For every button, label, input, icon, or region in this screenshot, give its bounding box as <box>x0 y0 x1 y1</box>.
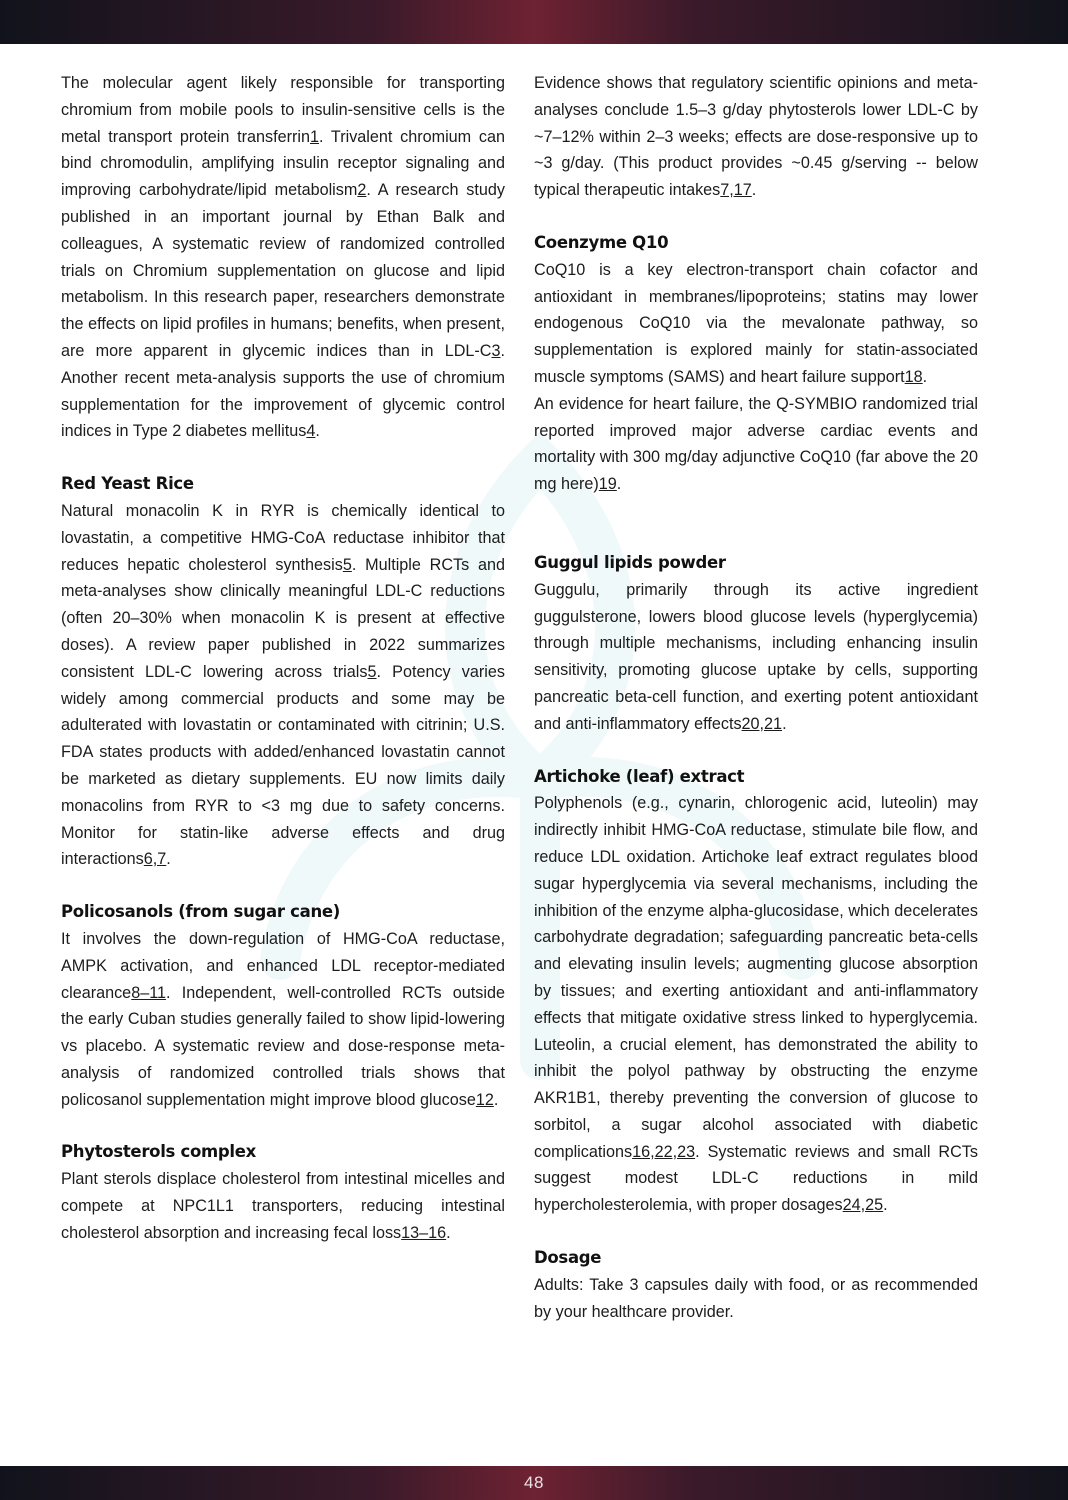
section-title-dosage: Dosage <box>534 1248 602 1268</box>
footer-banner <box>0 1466 1068 1500</box>
coq10-paragraph-1: CoQ10 is a key electron-transport chain cofactor and antioxidant in membranes/lipoproteins; statins may lower endogenous CoQ10 via the mevalonate pathway, so supplementation is explored mainly for statin-associated muscle symptoms (SAMS) and heart failure support18. <box>534 260 978 386</box>
citation-link[interactable]: 6,7 <box>143 850 167 869</box>
citation-link[interactable]: 20,21 <box>741 714 783 733</box>
phytosterols-continued-paragraph: Evidence shows that regulatory scientific opinions and meta-analyses conclude 1.5–3 g/day phytosterols lower LDL-C by ~7–12% within 2–3 weeks; effects are dose-responsive up to ~3 g/day. (This product provides ~0.45 g/serving -- below typical therapeutic intakes7,17. <box>534 74 978 200</box>
citation-link[interactable]: 16,22,23 <box>632 1142 696 1161</box>
dosage-paragraph: Adults: Take 3 capsules daily with food, or as recommended by your healthcare provider. <box>534 1275 978 1321</box>
section-title-red-yeast-rice: Red Yeast Rice <box>61 474 194 494</box>
citation-link[interactable]: 8–11 <box>131 983 167 1002</box>
coq10-paragraph-2: An evidence for heart failure, the Q-SYMBIO randomized trial reported improved major adverse cardiac events and mortality with 300 mg/day adjunctive CoQ10 (far above the 20 mg here)19. <box>534 394 978 494</box>
section-title-guggul: Guggul lipids powder <box>534 552 726 572</box>
citation-link[interactable]: 24,25 <box>842 1196 884 1215</box>
citation-link[interactable]: 7,17 <box>720 181 752 200</box>
section-title-policosanols: Policosanols (from sugar cane) <box>61 902 341 922</box>
citation-link[interactable]: 12 <box>475 1090 494 1109</box>
citation-link[interactable]: 5 <box>367 662 377 681</box>
citation-link[interactable]: 4 <box>306 422 316 441</box>
citation-link[interactable]: 3 <box>491 341 501 360</box>
chromium-paragraph: The molecular agent likely responsible for transporting chromium from mobile pools to insulin-sensitive cells is the metal transport protein transferrin1. Trivalent chromium can bind chromodulin, amplifying insulin receptor signaling and improving carbohydrate/lipid metabolism2. A research study published in an important journal by Ethan Balk and colleagues, A systematic review of randomized controlled trials on Chromium supplementation on glucose and lipid metabolism. In this research paper, researchers demonstrate the effects on lipid profiles in humans; benefits, when present, are more apparent in glycemic indices than in LDL-C3. Another recent meta-analysis supports the use of chromium supplementation for the improvement of glycemic control indices in Type 2 diabetes mellitus4. <box>61 74 505 441</box>
red-yeast-rice-paragraph: Natural monacolin K in RYR is chemically identical to lovastatin, a competitive HMG-CoA reductase inhibitor that reduces hepatic cholesterol synthesis5. Multiple RCTs and meta-analyses show clinically meaningful LDL-C reductions (often 20–30% when monacolin K is present at effective doses). A review paper published in 2022 summarizes consistent LDL-C lowering across trials5. Potency varies widely among commercial products and some may be adulterated with lovastatin or contaminated with citrinin; U.S. FDA states products with added/enhanced lovastatin cannot be marketed as dietary supplements. EU now limits daily monacolins from RYR to <3 mg due to safety concerns. Monitor for statin-like adverse effects and drug interactions6,7. <box>61 501 505 869</box>
left-column <box>61 70 505 1247</box>
citation-link[interactable]: 13–16 <box>401 1223 447 1242</box>
citation-link[interactable]: 18 <box>904 367 923 386</box>
phytosterols-paragraph: Plant sterols displace cholesterol from intestinal micelles and compete at NPC1L1 transporters, reducing intestinal cholesterol absorption and increasing fecal loss13–16. <box>61 1170 505 1242</box>
page-number: 48 <box>524 1473 544 1492</box>
artichoke-paragraph: Polyphenols (e.g., cynarin, chlorogenic acid, luteolin) may indirectly inhibit HMG-CoA reductase, stimulate bile flow, and reduce LDL oxidation. Artichoke leaf extract regulates blood sugar hyperglycemia via several mechanisms, including the inhibition of the enzyme alpha-glucosidase, which decelerates carbohydrate degradation; safeguarding pancreatic beta-cells and elevating insulin levels; augmenting glucose absorption by tissues; and exerting antioxidant and anti-inflammatory effects that mitigate oxidative stress linked to hyperglycemia. Luteolin, a crucial element, has demonstrated the ability to inhibit the polyol pathway by obstructing the enzyme AKR1B1, thereby preventing the conversion of glucose to sorbitol, a sugar alcohol associated with diabetic complications16,22,23. Systematic reviews and small RCTs suggest modest LDL-C reductions in mild hypercholesterolemia, with proper dosages24,25. <box>534 794 978 1215</box>
citation-link[interactable]: 1 <box>309 127 319 146</box>
section-title-coq10: Coenzyme Q10 <box>534 232 669 252</box>
citation-link[interactable]: 2 <box>357 181 367 200</box>
guggul-paragraph: Guggulu, primarily through its active ingredient guggulsterone, lowers blood glucose levels (hyperglycemia) through multiple mechanisms, including enhancing insulin sensitivity, promoting glucose uptake by cells, supporting pancreatic beta-cell function, and exerting potent antioxidant and anti-inflammatory effects20,21. <box>534 580 978 733</box>
section-title-artichoke: Artichoke (leaf) extract <box>534 766 745 786</box>
citation-link[interactable]: 19 <box>598 475 617 494</box>
section-title-phytosterols: Phytosterols complex <box>61 1142 257 1162</box>
right-column <box>534 70 978 1325</box>
citation-link[interactable]: 5 <box>342 555 352 574</box>
top-banner <box>0 0 1068 44</box>
policosanols-paragraph: It involves the down-regulation of HMG-CoA reductase, AMPK activation, and enhanced LDL receptor-mediated clearance8–11. Independent, well-controlled RCTs outside the early Cuban studies generally failed to show lipid-lowering vs placebo. A systematic review and dose-response meta-analysis of randomized controlled trials shows that policosanol supplementation might improve blood glucose12. <box>61 929 505 1109</box>
